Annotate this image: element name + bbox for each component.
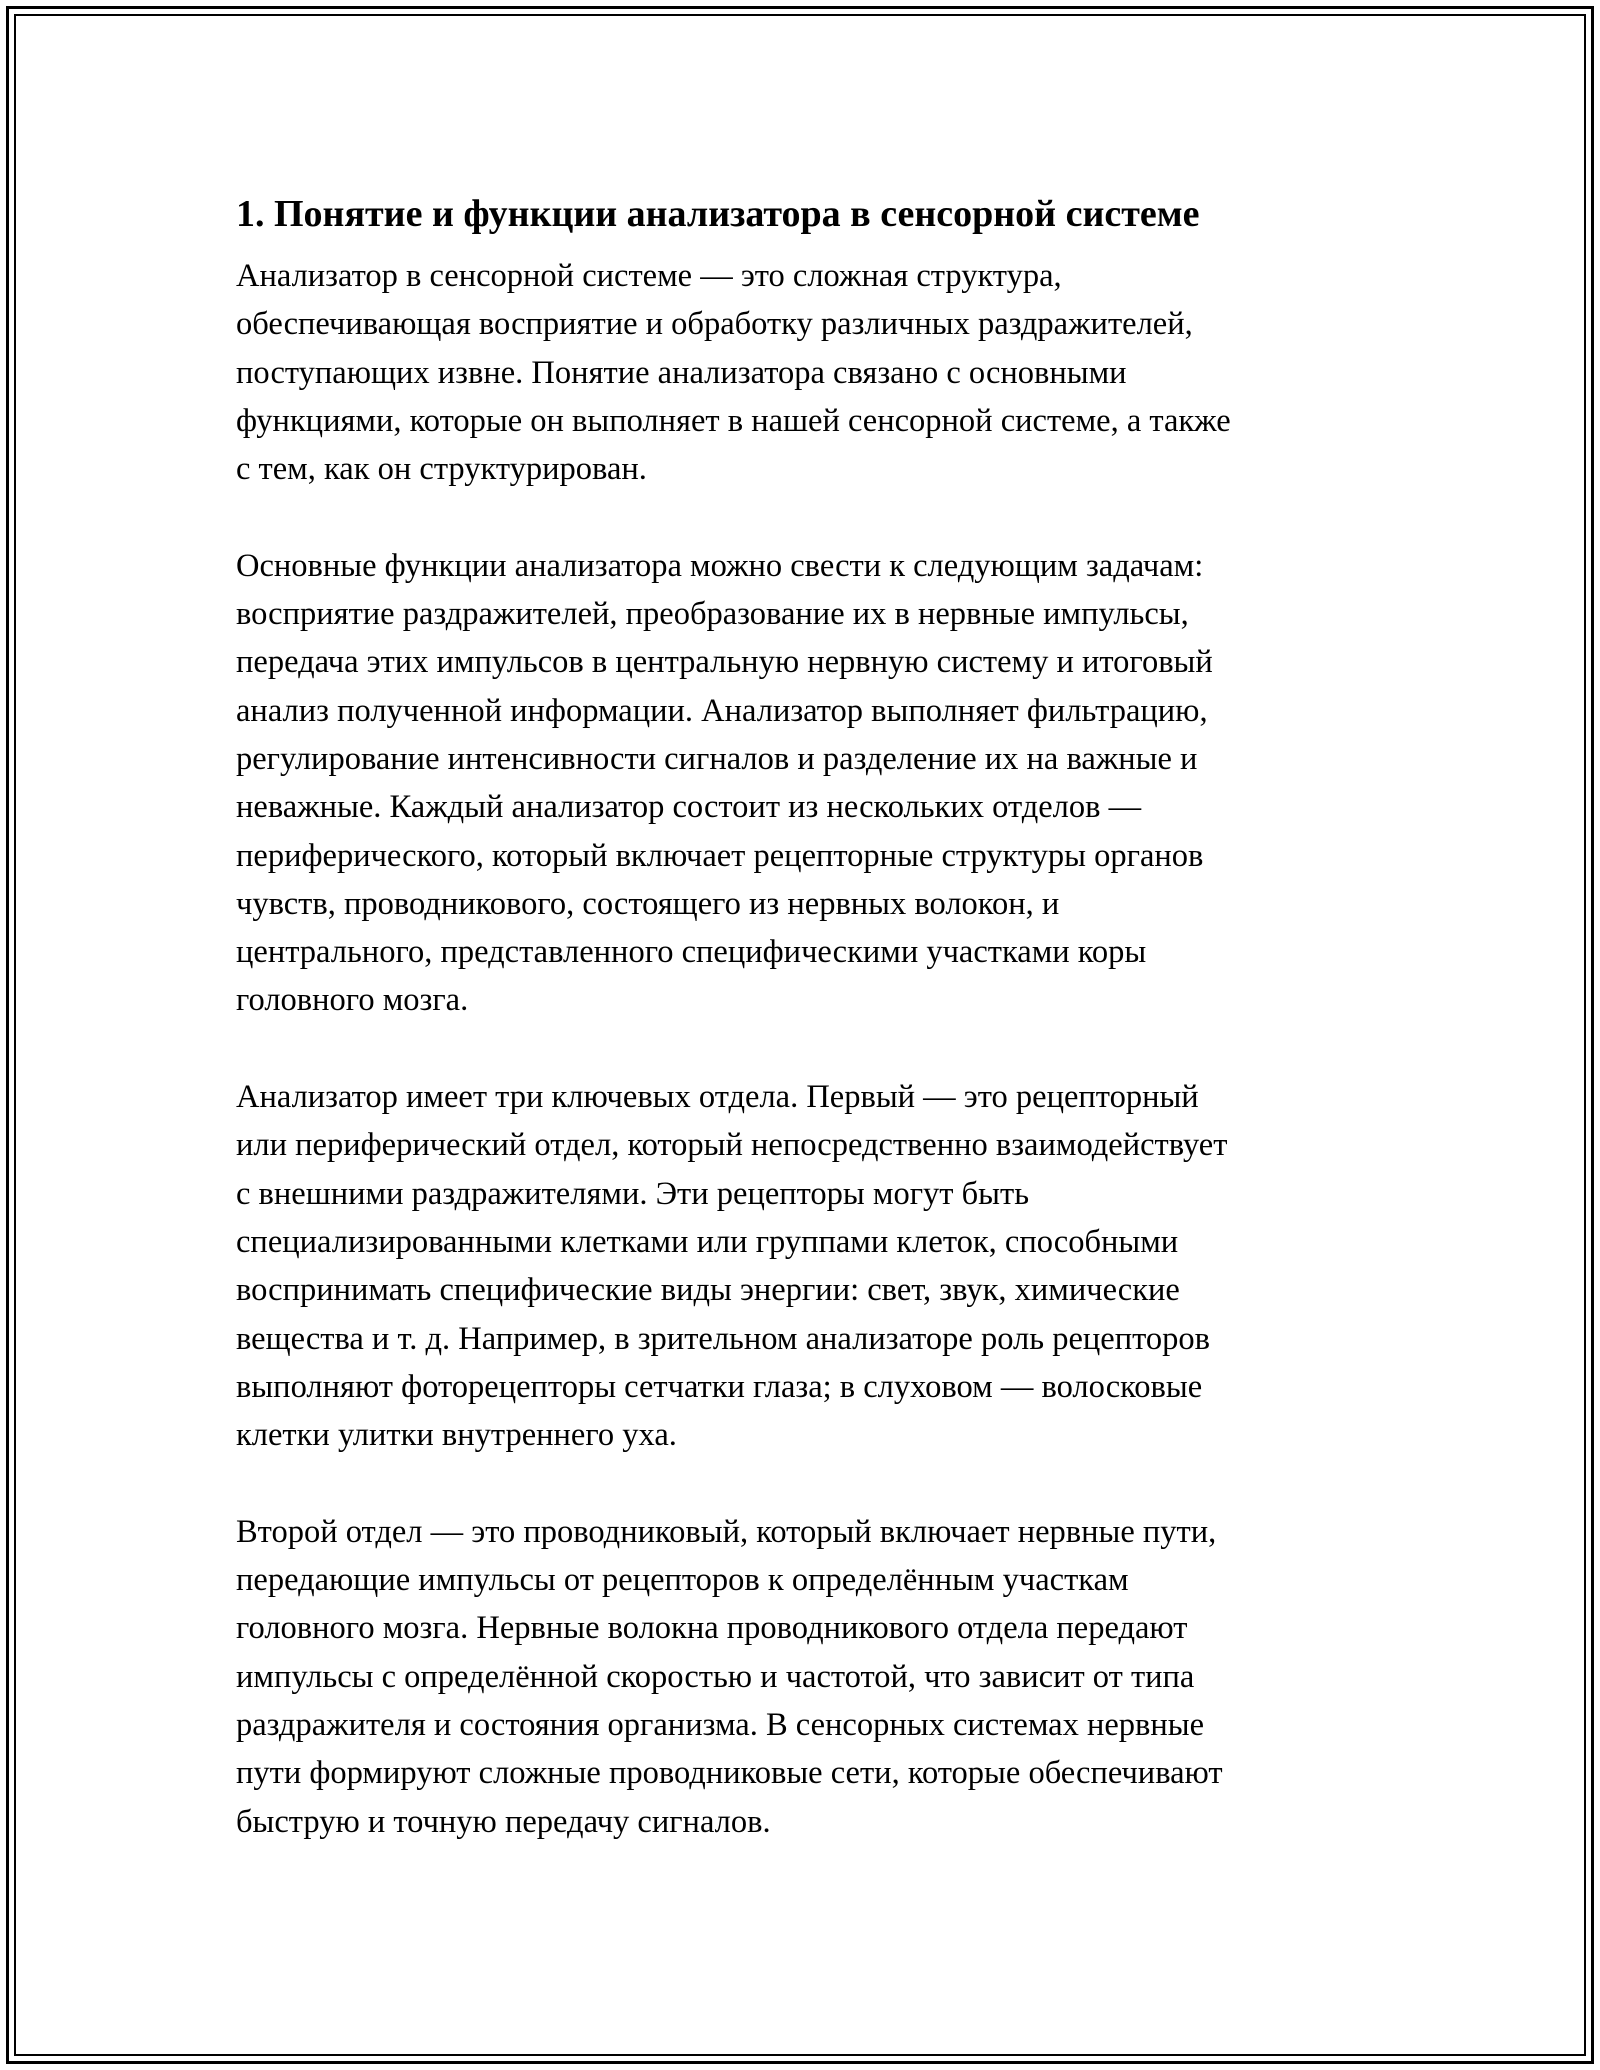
- section-heading: 1. Понятие и функции анализатора в сенсорной системе: [236, 193, 1200, 235]
- document-body: [236, 184, 1376, 1894]
- paragraph-receptor-section: Анализатор имеет три ключевых отдела. Первый — это рецепторный или периферический отдел, который непосредственно взаимодействует с внешними раздражителями. Эти рецепторы могут быть специализированными клетками или группами клеток, способными воспринимать специфические виды энергии: свет, звук, химические вещества и т. д. Например, в зрительном анализаторе роль рецепторов выполняют фоторецепторы сетчатки глаза; в слуховом — волосковые клетки улитки внутреннего уха.: [236, 1079, 1228, 1454]
- paragraph-functions: Основные функции анализатора можно свести к следующим задачам: восприятие раздражителей, преобразование их в нервные импульсы, передача этих импульсов в центральную нервную систему и итоговый анализ полученной информации. Анализатор выполняет фильтрацию, регулирование интенсивности сигналов и разделение их на важные и неважные. Каждый анализатор состоит из нескольких отделов — периферического, который включает рецепторные структуры органов чувств, проводникового, состоящего из нервных волокон, и центрального, представленного специфическими участками коры головного мозга.: [236, 547, 1213, 1019]
- paragraph-conductor-section: Второй отдел — это проводниковый, который включает нервные пути, передающие импульсы от рецепторов к определённым участкам головного мозга. Нервные волокна проводникового отдела передают импульсы с определённой скоростью и частотой, что зависит от типа раздражителя и состояния организма. В сенсорных системах нервные пути формируют сложные проводниковые сети, которые обеспечивают быструю и точную передачу сигналов.: [236, 1513, 1223, 1840]
- paragraph-intro: Анализатор в сенсорной системе — это сложная структура, обеспечивающая восприятие и обработку различных раздражителей, поступающих извне. Понятие анализатора связано с основными функциями, которые он выполняет в нашей сенсорной системе, а также с тем, как он структурирован.: [236, 258, 1231, 488]
